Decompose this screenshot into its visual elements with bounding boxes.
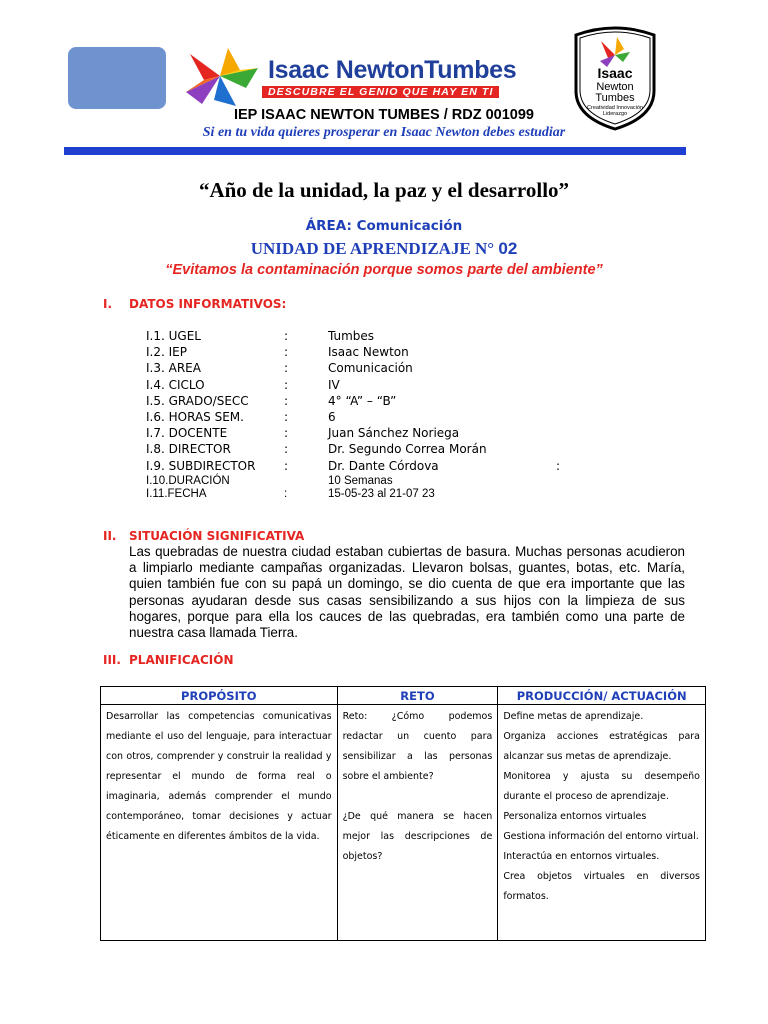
info-extra-colon: : (556, 458, 561, 473)
table-row (101, 705, 706, 941)
proposito-text: Desarrollar las competencias comunicativas mediante el uso del lenguaje, para interactuar con otros, comprender y construir la realidad y representar el mundo de forma real o imaginaria, además comprender el mundo contemporáneo, tomar decisiones y actuar éticamente en diferentes ámbitos de la vida. (106, 711, 332, 842)
pinwheel-logo-icon (180, 46, 270, 108)
info-colon: : (284, 393, 289, 408)
shield-text-2: Newton (596, 81, 634, 93)
section-2-title: SITUACIÓN SIGNIFICATIVA (129, 529, 305, 543)
header-proposito: PROPÓSITO (101, 687, 338, 705)
school-logo (180, 46, 560, 106)
info-key: I.9. SUBDIRECTOR (146, 458, 256, 473)
area-title: ÁREA: Comunicación (305, 218, 463, 234)
info-row (146, 410, 586, 426)
section-3-title: PLANIFICACIÓN (129, 653, 234, 667)
info-value: 10 Semanas (328, 474, 393, 487)
info-key: I.1. UGEL (146, 329, 201, 343)
section-1-title: DATOS INFORMATIVOS: (129, 297, 287, 311)
produccion-item: Personaliza entornos virtuales (503, 811, 647, 822)
section-2-heading (103, 529, 304, 543)
produccion-item: Define metas de aprendizaje. (503, 711, 644, 722)
produccion-item: Monitorea y ajusta su desempeño durante el proceso de aprendizaje. (503, 771, 700, 802)
unidad-number: 02 (498, 239, 518, 258)
info-row (146, 345, 586, 361)
header-divider (64, 147, 686, 155)
info-row (146, 361, 586, 377)
info-colon: : (284, 361, 289, 376)
info-value: Isaac Newton (328, 345, 409, 360)
cell-reto (337, 705, 498, 941)
info-key: I.3. AREA (146, 361, 201, 376)
info-colon: : (284, 442, 289, 457)
info-row (146, 459, 586, 475)
planificacion-table (100, 686, 706, 941)
section-1-heading (103, 297, 286, 311)
info-row (146, 442, 586, 458)
info-colon: : (284, 458, 289, 473)
reto-text-2: ¿De qué manera se hacen mejor las descripciones de objetos? (342, 811, 493, 862)
info-row (146, 488, 586, 502)
info-colon: : (284, 377, 289, 392)
info-colon: : (284, 426, 289, 441)
info-value: 4° “A” – “B” (328, 393, 397, 408)
info-key: I.6. HORAS SEM. (146, 409, 244, 424)
cell-proposito (101, 705, 338, 941)
info-value: IV (328, 377, 340, 392)
info-row (146, 378, 586, 394)
unidad-title (0, 239, 768, 259)
institution-name: IEP ISAAC NEWTON TUMBES / RDZ 001099 (233, 107, 534, 123)
section-2-number: II. (103, 529, 117, 543)
section-3-number: III. (103, 653, 121, 667)
reto-text-1: Reto: ¿Cómo podemos redactar un cuento para sensibilizar a las personas sobre el ambiente? (342, 711, 493, 782)
situacion-significativa-text: Las quebradas de nuestra ciudad estaban cubiertas de basura. Muchas personas acudieron a limpiarlo mediante campañas organizadas. Llevaron bolsas, guantes, botas, etc. María, quien también fue con su papá un domingo, se dio cuenta de que era importante que las personas ayudaran desde sus casas sensibilizando a sus hijos con la limpieza de sus hogares, porque para ella los cauces de las quebradas, era también como una parte de nuestra casa llamada Tierra. (129, 544, 685, 641)
info-value: 15-05-23 al 21-07 23 (328, 488, 435, 501)
info-key: I.2. IEP (146, 345, 187, 360)
info-key: I.5. GRADO/SECC (146, 393, 249, 408)
info-value: Dr. Segundo Correa Morán (328, 442, 487, 457)
year-title: “Año de la unidad, la paz y el desarrollo” (198, 178, 570, 202)
info-value: Juan Sánchez Noriega (328, 426, 460, 441)
header-produccion: PRODUCCIÓN/ ACTUACIÓN (498, 687, 706, 705)
section-3-heading (103, 653, 234, 667)
unidad-label: UNIDAD DE APRENDIZAJE N° (250, 239, 499, 258)
header-reto: RETO (337, 687, 498, 705)
shield-text-1: Isaac (597, 65, 633, 81)
produccion-item: Crea objetos virtuales en diversos formatos. (503, 871, 700, 902)
info-key: I.7. DOCENTE (146, 426, 228, 441)
blue-placeholder-box (68, 47, 166, 109)
info-row (146, 329, 586, 345)
shield-motto-1: Creatividad Innovación (587, 105, 643, 111)
info-colon: : (284, 345, 289, 360)
info-row (146, 426, 586, 442)
info-key: I.11.FECHA (146, 488, 207, 501)
logo-title: Isaac NewtonTumbes (268, 56, 517, 84)
info-row (146, 475, 586, 489)
cell-produccion (498, 705, 706, 941)
info-colon: : (284, 488, 288, 501)
logo-tagline: DESCUBRE EL GENIO QUE HAY EN TI (262, 86, 499, 98)
produccion-item: Interactúa en entornos virtuales. (503, 851, 660, 862)
info-key: I.8. DIRECTOR (146, 442, 231, 457)
section-1-number: I. (103, 297, 113, 311)
info-colon: : (284, 329, 289, 343)
produccion-item: Gestiona información del entorno virtual. (503, 831, 699, 842)
produccion-item: Organiza acciones estratégicas para alcanzar sus metas de aprendizaje. (503, 731, 700, 762)
info-value: Tumbes (328, 329, 375, 343)
info-value: Comunicación (328, 361, 413, 376)
info-row (146, 394, 586, 410)
table-header-row (101, 687, 706, 705)
info-value: 6 (328, 409, 336, 424)
shield-motto-2: Liderazgo (602, 111, 628, 117)
info-key: I.10.DURACIÓN (146, 474, 230, 487)
unidad-lema: “Evitamos la contaminación porque somos parte del ambiente” (165, 262, 603, 278)
datos-informativos-list (146, 329, 586, 502)
school-slogan: Si en tu vida quieres prosperar en Isaac Newton debes estudiar (202, 125, 566, 140)
shield-text-3: Tumbes (595, 92, 635, 104)
info-value: Dr. Dante Córdova (328, 458, 439, 473)
info-colon: : (284, 409, 289, 424)
info-key: I.4. CICLO (146, 377, 205, 392)
